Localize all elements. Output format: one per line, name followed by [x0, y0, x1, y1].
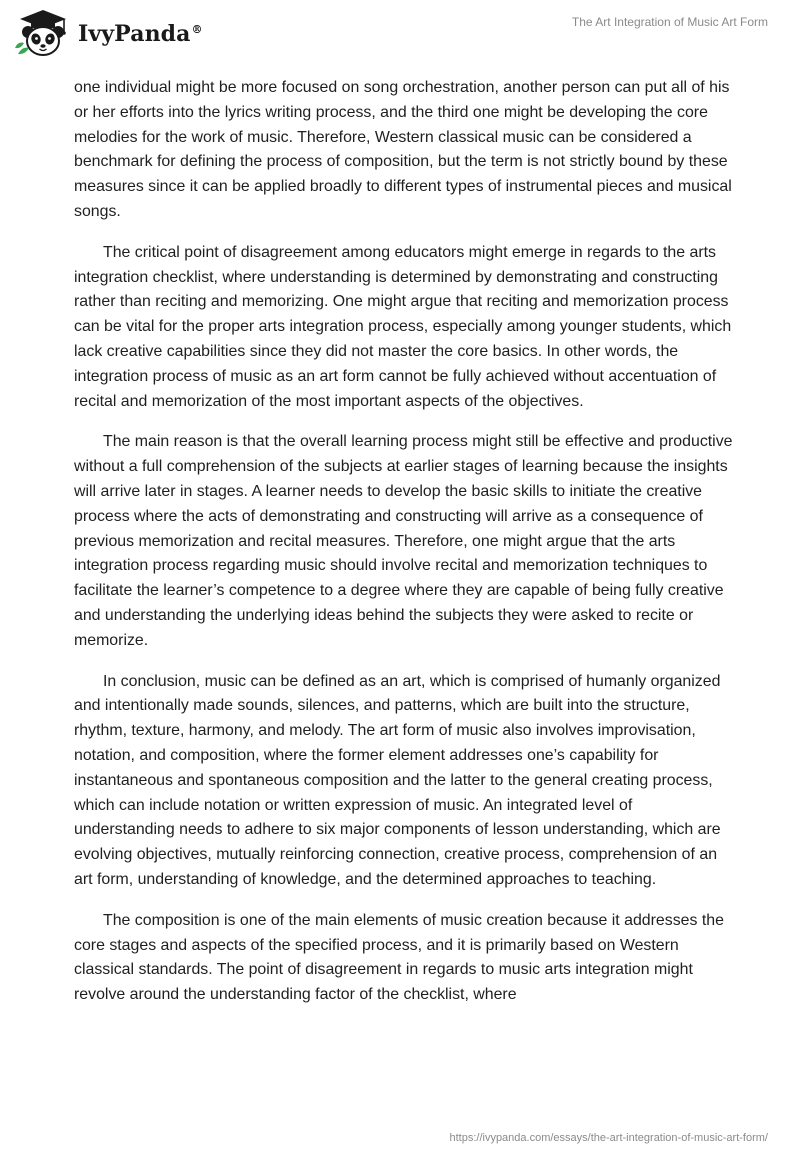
paragraph: The composition is one of the main elements of music creation because it addresses the core stages and aspects of the specified process, and it is primarily based on Western classical standards. The point of disagreement in regards to music arts integration might revolve around the understanding factor of the checklist, where	[74, 911, 724, 1004]
source-url[interactable]: https://ivypanda.com/essays/the-art-integration-of-music-art-form/	[449, 1132, 768, 1144]
paragraph-continued: one individual might be more focused on song orchestration, another person can put all of his or her efforts into the lyrics writing process, and the third one might be developing the core melodies for the work of music. Therefore, Western classical music can be considered a benchmark for defining the process of composition, but the term is not strictly bound by these measures since it can be applied broadly to different types of instrumental pieces and musical songs.	[74, 79, 732, 220]
document-title: The Art Integration of Music Art Form	[571, 15, 768, 29]
paragraph: The critical point of disagreement among educators might emerge in regards to the arts integration checklist, where understanding is determined by demonstrating and constructing rather than reciting and memorizing. One might argue that reciting and memorization process can be vital for the proper arts integration process, especially among younger students, which lack creative capabilities since they did not master the core basics. In other words, the integration process of music as an art form cannot be fully achieved without accentuation of recital and memorization of the most important aspects of the objectives.	[74, 243, 732, 410]
registered-mark: ®	[191, 22, 203, 36]
paragraph: In conclusion, music can be defined as an art, which is comprised of humanly organized and intentionally made sounds, silences, and patterns, which are built into the structure, rhythm, texture, harmony, and melody. The art form of music also involves improvisation, notation, and composition, where the former element addresses one’s capability for instantaneous and spontaneous composition and the latter to the general creating process, which can include notation or written expression of music. An integrated level of understanding needs to adhere to six major components of lesson understanding, which are evolving objectives, mutually reinforcing connection, creative process, comprehension of an art form, understanding of knowledge, and the determined approaches to teaching.	[74, 672, 721, 888]
brand-name: IvyPanda®	[78, 21, 203, 47]
panda-graduate-icon	[14, 8, 72, 58]
essay-body	[74, 76, 734, 1024]
paragraph: The main reason is that the overall learning process might still be effective and productive without a full comprehension of the subjects at earlier stages of learning because the insights will arrive later in stages. A learner needs to develop the basic skills to initiate the creative process where the acts of demonstrating and constructing will arrive as a consequence of previous memorization and recital measures. Therefore, one might argue that the arts integration process regarding music should involve recital and memorization techniques to facilitate the learner’s competence to a degree where they are capable of being fully creative and understanding the underlying ideas behind the subjects they were asked to recite or memorize.	[74, 433, 733, 649]
page-header	[0, 0, 800, 70]
brand-logo[interactable]	[14, 8, 203, 58]
